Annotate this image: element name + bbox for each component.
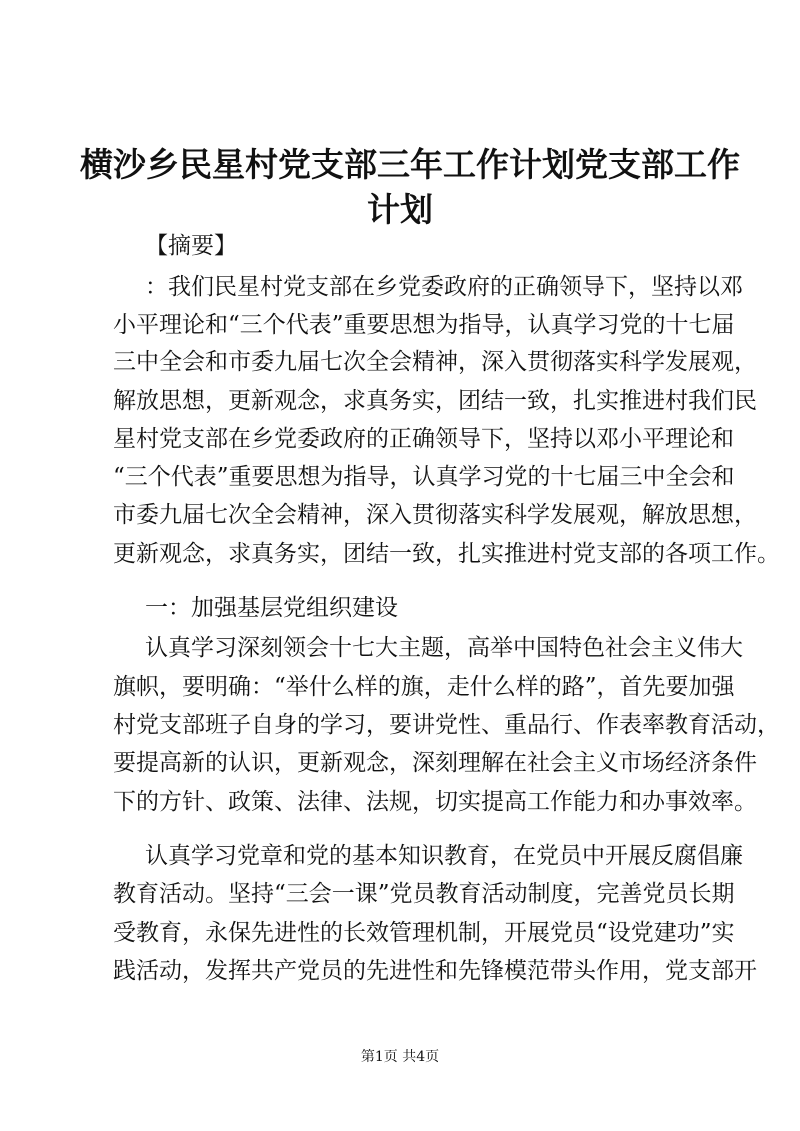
paragraph-line: 星村党支部在乡党委政府的正确领导下，坚持以邓小平理论和 bbox=[113, 426, 734, 452]
paragraph-line: 下的方针、政策、法律、法规，切实提高工作能力和办事效率。 bbox=[113, 789, 757, 815]
paragraph-line: 要提高新的认识，更新观念，深刻理解在社会主义市场经济条件 bbox=[113, 750, 757, 776]
paragraph-line: 解放思想，更新观念，求真务实，团结一致，扎实推进村我们民 bbox=[113, 388, 757, 414]
paragraph-line: ：我们民星村党支部在乡党委政府的正确领导下，坚持以邓 bbox=[145, 274, 743, 300]
paragraph-line: 旗帜，要明确：“举什么样的旗，走什么样的路”，首先要加强 bbox=[113, 674, 735, 700]
document-title-line-2: 计划 bbox=[367, 190, 433, 229]
paragraph-line: 小平理论和“三个代表”重要思想为指导，认真学习党的十七届 bbox=[113, 312, 735, 338]
paragraph-line: 教育活动。坚持“三会一课”党员教育活动制度，完善党员长期 bbox=[113, 881, 735, 907]
paragraph-line: 受教育，永保先进性的长效管理机制，开展党员“设党建功”实 bbox=[113, 920, 735, 946]
paragraph-line: 村党支部班子自身的学习，要讲党性、重品行、作表率教育活动， bbox=[113, 712, 780, 738]
page-footer: 第1页 共4页 bbox=[360, 1049, 440, 1065]
document-title-line-1: 横沙乡民星村党支部三年工作计划党支部工作 bbox=[80, 145, 740, 184]
abstract-heading: 【摘要】 bbox=[145, 233, 237, 259]
paragraph-line: “三个代表”重要思想为指导，认真学习党的十七届三中全会和 bbox=[113, 464, 735, 490]
paragraph-line: 三中全会和市委九届七次全会精神，深入贯彻落实科学发展观， bbox=[113, 349, 757, 375]
section-heading: 一：加强基层党组织建设 bbox=[145, 595, 398, 621]
paragraph-line: 践活动，发挥共产党员的先进性和先锋模范带头作用，党支部开 bbox=[113, 958, 757, 984]
paragraph-line: 更新观念，求真务实，团结一致，扎实推进村党支部的各项工作。 bbox=[113, 541, 780, 567]
paragraph-line: 认真学习深刻领会十七大主题，高举中国特色社会主义伟大 bbox=[145, 635, 743, 661]
paragraph-line: 市委九届七次全会精神，深入贯彻落实科学发展观，解放思想， bbox=[113, 502, 757, 528]
paragraph-line: 认真学习党章和党的基本知识教育，在党员中开展反腐倡廉 bbox=[145, 843, 743, 869]
